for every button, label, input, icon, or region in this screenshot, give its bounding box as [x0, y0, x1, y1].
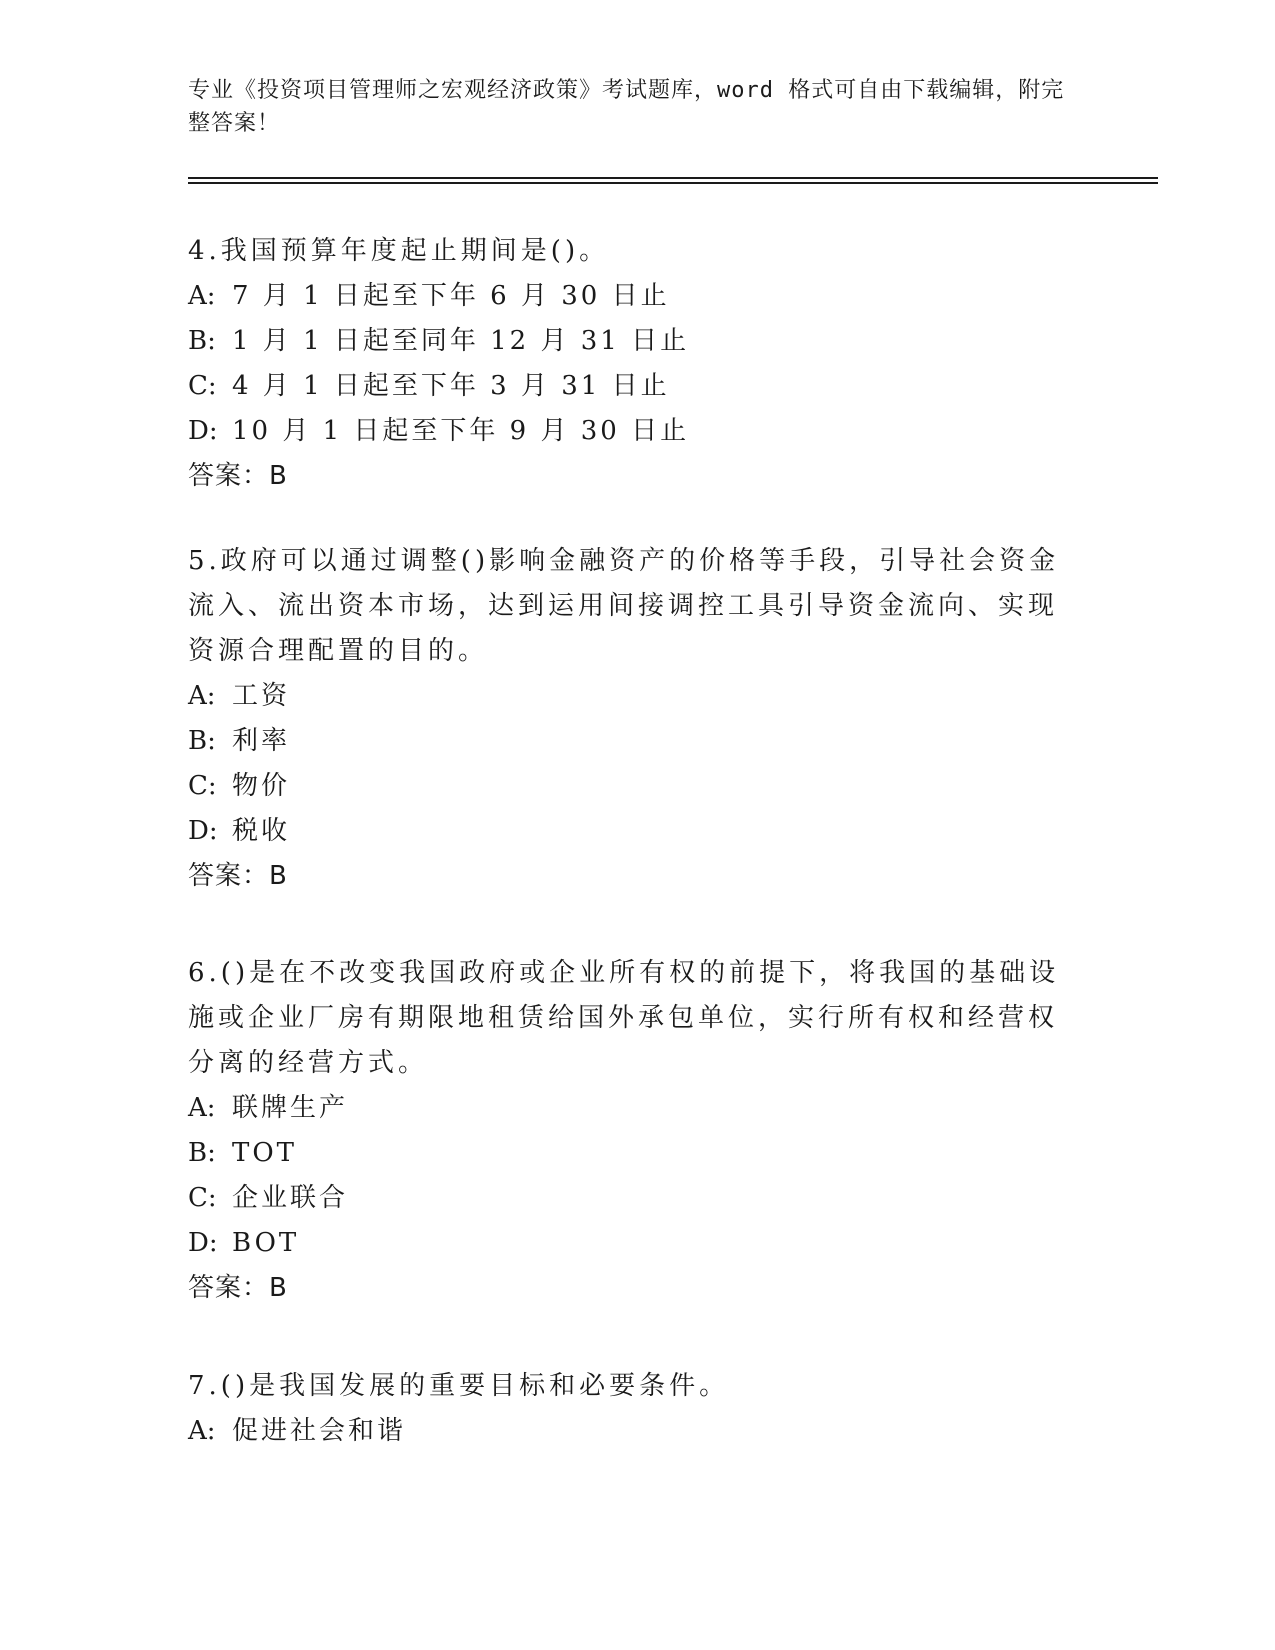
option-d — [188, 1221, 1068, 1266]
option-letter: C: — [188, 371, 217, 401]
option-letter: B: — [188, 1138, 216, 1168]
option-letter: D: — [188, 816, 218, 846]
header-note: 专业《投资项目管理师之宏观经济政策》考试题库，word 格式可自由下载编辑，附完整答案！ — [188, 78, 1065, 136]
option-text: 联牌生产 — [232, 1093, 349, 1123]
option-text: 工资 — [232, 681, 291, 711]
option-letter: B: — [188, 326, 216, 356]
option-b — [188, 719, 1068, 764]
option-text: 10 月 1 日起至下年 9 月 30 日止 — [232, 416, 690, 446]
question-6 — [188, 951, 1068, 1310]
question-stem: 7.()是我国发展的重要目标和必要条件。 — [188, 1371, 730, 1401]
question-4 — [188, 229, 1068, 498]
answer-line: 答案：B — [188, 461, 288, 491]
option-c — [188, 364, 1068, 409]
option-text: 物价 — [232, 771, 291, 801]
option-letter: A: — [188, 1093, 216, 1123]
option-letter: A: — [188, 281, 216, 311]
option-b — [188, 319, 1068, 364]
option-d — [188, 809, 1068, 854]
option-letter: A: — [188, 1416, 216, 1446]
option-a — [188, 674, 1068, 719]
question-stem: 6.()是在不改变我国政府或企业所有权的前提下，将我国的基础设施或企业厂房有期限地租赁给国外承包单位，实行所有权和经营权分离的经营方式。 — [188, 958, 1060, 1078]
option-d — [188, 409, 1068, 454]
option-a — [188, 1086, 1068, 1131]
option-c — [188, 1176, 1068, 1221]
option-b — [188, 1131, 1068, 1176]
option-text: 企业联合 — [232, 1183, 349, 1213]
option-c — [188, 764, 1068, 809]
option-text: 7 月 1 日起至下年 6 月 30 日止 — [232, 281, 670, 311]
option-text: 4 月 1 日起至下年 3 月 31 日止 — [232, 371, 670, 401]
option-letter: C: — [188, 771, 217, 801]
option-a — [188, 274, 1068, 319]
option-a — [188, 1409, 1068, 1454]
question-stem: 4.我国预算年度起止期间是()。 — [188, 236, 610, 266]
option-text: 促进社会和谐 — [232, 1416, 407, 1446]
option-letter: C: — [188, 1183, 217, 1213]
option-letter: B: — [188, 726, 216, 756]
question-7 — [188, 1364, 1068, 1454]
option-text: BOT — [232, 1228, 300, 1258]
header-divider-bottom — [188, 182, 1158, 184]
option-letter: D: — [188, 1228, 218, 1258]
question-5 — [188, 539, 1068, 898]
option-text: 利率 — [232, 726, 291, 756]
option-text: TOT — [232, 1138, 297, 1168]
option-letter: D: — [188, 416, 218, 446]
option-text: 税收 — [232, 816, 291, 846]
option-letter: A: — [188, 681, 216, 711]
answer-line: 答案：B — [188, 1273, 288, 1303]
option-text: 1 月 1 日起至同年 12 月 31 日止 — [232, 326, 690, 356]
answer-line: 答案：B — [188, 861, 288, 891]
header-divider-top — [188, 177, 1158, 179]
question-stem: 5.政府可以通过调整()影响金融资产的价格等手段，引导社会资金流入、流出资本市场，达到运用间接调控工具引导资金流向、实现资源合理配置的目的。 — [188, 546, 1060, 666]
